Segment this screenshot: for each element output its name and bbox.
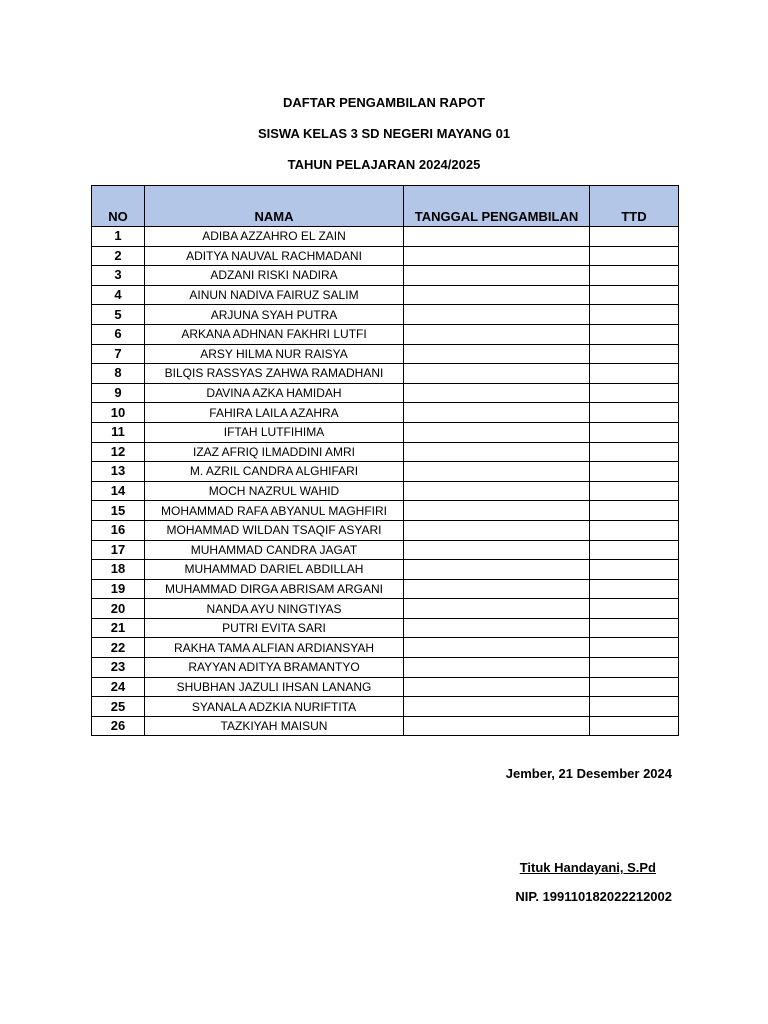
signature-cell [590, 246, 679, 266]
header-ttd: TTD [590, 186, 679, 227]
row-number: 3 [92, 266, 145, 286]
table-body [92, 227, 679, 736]
signature-cell [590, 501, 679, 521]
signature-cell [590, 364, 679, 384]
student-name: M. AZRIL CANDRA ALGHIFARI [145, 462, 404, 482]
student-name: ADZANI RISKI NADIRA [145, 266, 404, 286]
table-row [92, 403, 679, 423]
table-row [92, 716, 679, 736]
student-name: MOCH NAZRUL WAHID [145, 481, 404, 501]
row-number: 11 [92, 422, 145, 442]
student-name: MUHAMMAD DIRGA ABRISAM ARGANI [145, 579, 404, 599]
signature-cell [590, 697, 679, 717]
student-name: PUTRI EVITA SARI [145, 618, 404, 638]
signature-cell [590, 344, 679, 364]
pickup-date-cell [404, 501, 590, 521]
signature-cell [590, 481, 679, 501]
signature-cell [590, 618, 679, 638]
pickup-date-cell [404, 324, 590, 344]
pickup-date-cell [404, 540, 590, 560]
row-number: 20 [92, 599, 145, 619]
student-name: MOHAMMAD RAFA ABYANUL MAGHFIRI [145, 501, 404, 521]
signature-cell [590, 324, 679, 344]
header-tanggal-pengambilan: TANGGAL PENGAMBILAN [404, 186, 590, 227]
row-number: 13 [92, 462, 145, 482]
pickup-date-cell [404, 560, 590, 580]
pickup-date-cell [404, 520, 590, 540]
student-name: AINUN NADIVA FAIRUZ SALIM [145, 285, 404, 305]
header-nama: NAMA [145, 186, 404, 227]
table-row [92, 481, 679, 501]
student-name: SHUBHAN JAZULI IHSAN LANANG [145, 677, 404, 697]
signature-cell [590, 227, 679, 247]
table-row [92, 324, 679, 344]
student-name: NANDA AYU NINGTIYAS [145, 599, 404, 619]
row-number: 19 [92, 579, 145, 599]
signature-place-date: Jember, 21 Desember 2024 [505, 766, 672, 781]
row-number: 23 [92, 658, 145, 678]
header-no: NO [92, 186, 145, 227]
row-number: 25 [92, 697, 145, 717]
table-row [92, 442, 679, 462]
student-name: MOHAMMAD WILDAN TSAQIF ASYARI [145, 520, 404, 540]
table-row [92, 697, 679, 717]
student-name: TAZKIYAH MAISUN [145, 716, 404, 736]
signature-cell [590, 579, 679, 599]
table-row [92, 618, 679, 638]
table-row [92, 520, 679, 540]
pickup-date-cell [404, 442, 590, 462]
table-row [92, 305, 679, 325]
pickup-date-cell [404, 697, 590, 717]
pickup-date-cell [404, 305, 590, 325]
student-name: FAHIRA LAILA AZAHRA [145, 403, 404, 423]
signature-cell [590, 462, 679, 482]
pickup-date-cell [404, 579, 590, 599]
student-name: ADIBA AZZAHRO EL ZAIN [145, 227, 404, 247]
row-number: 21 [92, 618, 145, 638]
row-number: 5 [92, 305, 145, 325]
student-name: SYANALA ADZKIA NURIFTITA [145, 697, 404, 717]
table-row [92, 599, 679, 619]
pickup-date-cell [404, 227, 590, 247]
table-row [92, 285, 679, 305]
pickup-date-cell [404, 364, 590, 384]
row-number: 17 [92, 540, 145, 560]
student-name: IZAZ AFRIQ ILMADDINI AMRI [145, 442, 404, 462]
table-header-row [92, 186, 679, 227]
signature-cell [590, 540, 679, 560]
table-row [92, 462, 679, 482]
table-row [92, 501, 679, 521]
pickup-date-cell [404, 481, 590, 501]
signature-cell [590, 677, 679, 697]
signature-cell [590, 403, 679, 423]
row-number: 1 [92, 227, 145, 247]
pickup-date-cell [404, 462, 590, 482]
student-name: MUHAMMAD DARIEL ABDILLAH [145, 560, 404, 580]
pickup-date-cell [404, 403, 590, 423]
student-name: RAYYAN ADITYA BRAMANTYO [145, 658, 404, 678]
row-number: 26 [92, 716, 145, 736]
table-row [92, 677, 679, 697]
pickup-date-cell [404, 638, 590, 658]
table-row [92, 364, 679, 384]
student-name: BILQIS RASSYAS ZAHWA RAMADHANI [145, 364, 404, 384]
pickup-date-cell [404, 618, 590, 638]
document-subtitle-class: SISWA KELAS 3 SD NEGERI MAYANG 01 [257, 126, 511, 141]
row-number: 2 [92, 246, 145, 266]
student-name: ARJUNA SYAH PUTRA [145, 305, 404, 325]
signature-cell [590, 383, 679, 403]
row-number: 12 [92, 442, 145, 462]
signature-cell [590, 422, 679, 442]
row-number: 6 [92, 324, 145, 344]
row-number: 18 [92, 560, 145, 580]
pickup-date-cell [404, 383, 590, 403]
pickup-date-cell [404, 246, 590, 266]
student-name: MUHAMMAD CANDRA JAGAT [145, 540, 404, 560]
row-number: 14 [92, 481, 145, 501]
table-row [92, 422, 679, 442]
signature-name: Tituk Handayani, S.Pd [519, 860, 656, 875]
document-subtitle-year: TAHUN PELAJARAN 2024/2025 [287, 157, 481, 172]
table-row [92, 658, 679, 678]
student-name: ADITYA NAUVAL RACHMADANI [145, 246, 404, 266]
table-row [92, 540, 679, 560]
row-number: 15 [92, 501, 145, 521]
row-number: 22 [92, 638, 145, 658]
signature-cell [590, 266, 679, 286]
pickup-date-cell [404, 422, 590, 442]
table-row [92, 638, 679, 658]
student-name: RAKHA TAMA ALFIAN ARDIANSYAH [145, 638, 404, 658]
table-row [92, 560, 679, 580]
signature-cell [590, 442, 679, 462]
signature-cell [590, 716, 679, 736]
student-name: ARSY HILMA NUR RAISYA [145, 344, 404, 364]
table-row [92, 266, 679, 286]
pickup-date-cell [404, 285, 590, 305]
signature-cell [590, 560, 679, 580]
signature-cell [590, 520, 679, 540]
pickup-date-cell [404, 658, 590, 678]
student-name: DAVINA AZKA HAMIDAH [145, 383, 404, 403]
row-number: 7 [92, 344, 145, 364]
student-table [91, 185, 679, 736]
table-row [92, 227, 679, 247]
signature-cell [590, 599, 679, 619]
table-row [92, 344, 679, 364]
row-number: 8 [92, 364, 145, 384]
pickup-date-cell [404, 344, 590, 364]
signature-nip: NIP. 199110182022212002 [515, 889, 672, 904]
signature-cell [590, 658, 679, 678]
row-number: 16 [92, 520, 145, 540]
signature-cell [590, 305, 679, 325]
row-number: 4 [92, 285, 145, 305]
signature-cell [590, 638, 679, 658]
table-row [92, 579, 679, 599]
pickup-date-cell [404, 599, 590, 619]
table-row [92, 383, 679, 403]
student-name: IFTAH LUTFIHIMA [145, 422, 404, 442]
pickup-date-cell [404, 716, 590, 736]
row-number: 10 [92, 403, 145, 423]
pickup-date-cell [404, 266, 590, 286]
row-number: 9 [92, 383, 145, 403]
row-number: 24 [92, 677, 145, 697]
table-row [92, 246, 679, 266]
pickup-date-cell [404, 677, 590, 697]
document-title: DAFTAR PENGAMBILAN RAPOT [283, 95, 485, 110]
signature-cell [590, 285, 679, 305]
student-name: ARKANA ADHNAN FAKHRI LUTFI [145, 324, 404, 344]
